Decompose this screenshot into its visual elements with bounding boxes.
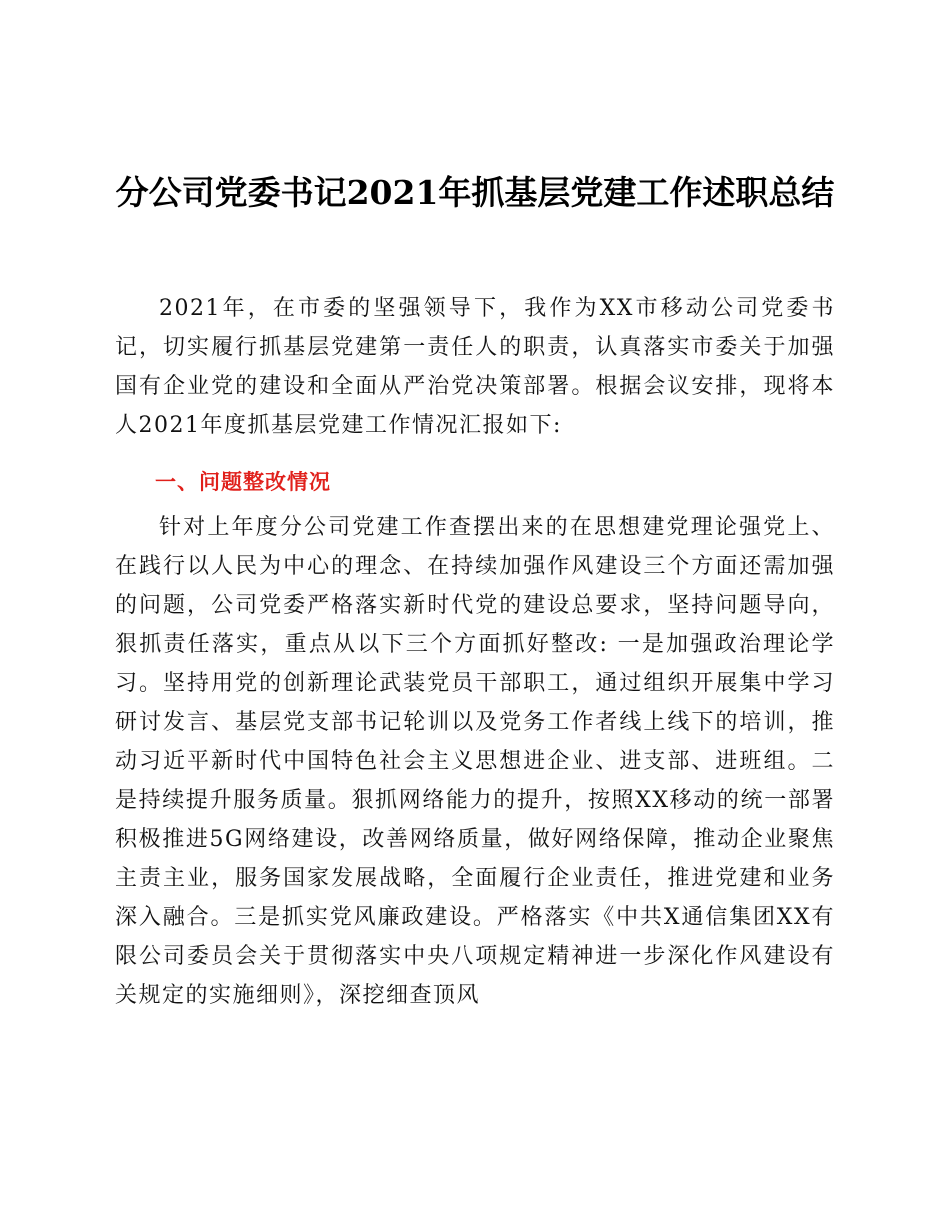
section-paragraph-problem-rectification: 针对上年度分公司党建工作查摆出来的在思想建党理论强党上、在践行以人民为中心的理念、在持续加强作风建设三个方面还需加强的问题，公司党委严格落实新时代党的建设总要求，坚持问题导向，狠抓责任落实，重点从以下三个方面抓好整改: 一是加强政治理论学习。坚持用党的创新理论武装党员干部职工，通过组织开展集中学习研讨发言、基层党支部书记轮训以及党务工作者线上线下的培训，推动习近平新时代中国特色社会主义思想进企业、进支部、进班组。二是持续提升服务质量。狠抓网络能力的提升，按照XX移动的统一部署积极推进5G网络建设，改善网络质量，做好网络保障，推动企业聚焦主责主业，服务国家发展战略，全面履行企业责任，推进党建和业务深入融合。三是抓实党风廉政建设。严格落实《中共X通信集团XX有限公司委员会关于贯彻落实中央八项规定精神进一步深化作风建设有关规定的实施细则》，深挖细查顶风 [115,515,835,1008]
section-heading-problem-rectification: 一、问题整改情况 [155,470,331,494]
document-title: 分公司党委书记2021年抓基层党建工作述职总结 [115,173,835,212]
intro-paragraph: 2021年，在市委的坚强领导下，我作为XX市移动公司党委书记，切实履行抓基层党建第一责任人的职责，认真落实市委关于加强国有企业党的建设和全面从严治党决策部署。根据会议安排，现将本人2021年度抓基层党建工作情况汇报如下: [115,296,835,438]
